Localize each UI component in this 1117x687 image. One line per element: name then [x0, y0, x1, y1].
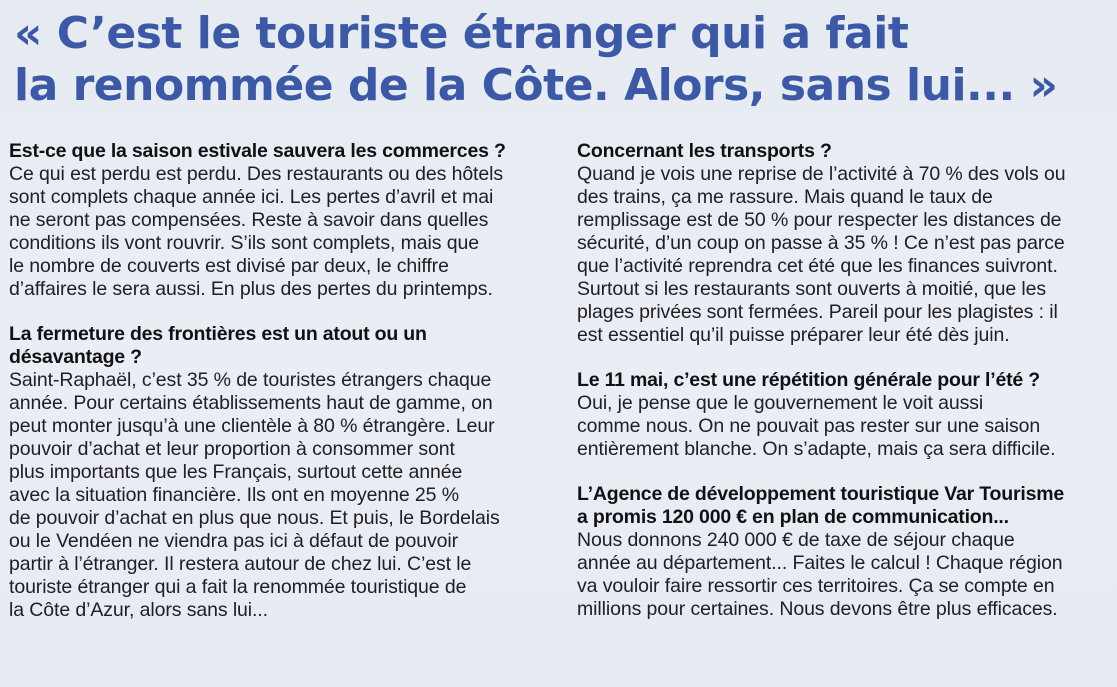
answer-line: sont complets chaque année ici. Les pertes d’avril et mai	[9, 186, 494, 208]
question-line: Est-ce que la saison estivale sauvera les commerces ?	[9, 140, 506, 162]
question-summer-season	[9, 140, 561, 163]
answer-line: année au département... Faites le calcul ! Chaque région	[577, 552, 1063, 574]
answer-line: entièrement blanche. On s’adapte, mais ça sera difficile.	[577, 438, 1056, 460]
answer-line: de pouvoir d’achat en plus que nous. Et puis, le Bordelais	[9, 507, 500, 529]
question-borders	[9, 323, 561, 369]
answer-line: plages privées sont fermées. Pareil pour les plagistes : il	[577, 301, 1058, 323]
question-line: L’Agence de développement touristique Var Tourisme	[577, 483, 1065, 505]
paragraph-gap	[9, 301, 561, 323]
answer-line: touriste étranger qui a fait la renommée touristique de	[9, 576, 467, 598]
answer-borders	[9, 369, 561, 622]
answer-line: Quand je vois une reprise de l’activité à 70 % des vols ou	[577, 163, 1066, 185]
question-line: Concernant les transports ?	[577, 140, 832, 162]
answer-line: sécurité, d’un coup on passe à 35 % ! Ce n’est pas parce	[577, 232, 1065, 254]
question-var-tourisme	[577, 483, 1109, 529]
answer-line: le nombre de couverts est divisé par deux, le chiffre	[9, 255, 449, 277]
answer-line: remplissage est de 50 % pour respecter les distances de	[577, 209, 1062, 231]
answer-line: conditions ils vont rouvrir. S’ils sont complets, mais que	[9, 232, 479, 254]
answer-line: Ce qui est perdu est perdu. Des restaurants ou des hôtels	[9, 163, 504, 185]
right-column	[577, 140, 1109, 621]
answer-line: va vouloir faire ressortir ces territoires. Ça se compte en	[577, 575, 1055, 597]
answer-line: millions pour certaines. Nous devons être plus efficaces.	[577, 598, 1058, 620]
answer-line: Oui, je pense que le gouvernement le voit aussi	[577, 392, 984, 414]
headline	[14, 8, 1104, 112]
answer-line: année. Pour certains établissements haut de gamme, on	[9, 392, 493, 414]
answer-line: des trains, ça me rassure. Mais quand le taux de	[577, 186, 993, 208]
qa-block-borders	[9, 323, 561, 622]
left-column	[9, 140, 561, 622]
answer-line: la Côte d’Azur, alors sans lui...	[9, 599, 268, 621]
answer-line: avec la situation financière. Ils ont en moyenne 25 %	[9, 484, 459, 506]
qa-block-transport	[577, 140, 1109, 347]
answer-line: pouvoir d’achat et leur proportion à consommer sont	[9, 438, 455, 460]
answer-line: plus importants que les Français, surtout cette année	[9, 461, 463, 483]
answer-line: que l’activité reprendra cet été que les finances suivront.	[577, 255, 1058, 277]
answer-transport	[577, 163, 1109, 347]
headline-line-1: « C’est le touriste étranger qui a fait	[14, 8, 909, 59]
qa-block-may-11	[577, 369, 1109, 461]
answer-line: comme nous. On ne pouvait pas rester sur une saison	[577, 415, 1041, 437]
qa-block-var-tourisme	[577, 483, 1109, 621]
answer-var-tourisme	[577, 529, 1109, 621]
answer-line: partir à l’étranger. Il restera autour de chez lui. C’est le	[9, 553, 472, 575]
question-line: désavantage ?	[9, 346, 142, 368]
question-transport	[577, 140, 1109, 163]
answer-line: ou le Vendéen ne viendra pas ici à défaut de pouvoir	[9, 530, 459, 552]
qa-block-summer-season	[9, 140, 561, 301]
question-may-11	[577, 369, 1109, 392]
headline-line-2: la renommée de la Côte. Alors, sans lui... »	[14, 60, 1058, 111]
answer-line: d’affaires le sera aussi. En plus des pertes du printemps.	[9, 278, 493, 300]
question-line: a promis 120 000 € en plan de communication...	[577, 506, 1009, 528]
answer-summer-season	[9, 163, 561, 301]
answer-line: Nous donnons 240 000 € de taxe de séjour chaque	[577, 529, 1015, 551]
answer-line: Saint-Raphaël, c’est 35 % de touristes étrangers chaque	[9, 369, 492, 391]
question-line: Le 11 mai, c’est une répétition générale pour l’été ?	[577, 369, 1040, 391]
answer-line: Surtout si les restaurants sont ouverts à moitié, que les	[577, 278, 1047, 300]
answer-line: peut monter jusqu’à une clientèle à 80 % étrangère. Leur	[9, 415, 495, 437]
question-line: La fermeture des frontières est un atout ou un	[9, 323, 427, 345]
paragraph-gap	[577, 347, 1109, 369]
answer-line: est essentiel qu’il puisse préparer leur été dès juin.	[577, 324, 1010, 346]
answer-line: ne seront pas compensées. Reste à savoir dans quelles	[9, 209, 489, 231]
answer-may-11	[577, 392, 1109, 461]
paragraph-gap	[577, 461, 1109, 483]
